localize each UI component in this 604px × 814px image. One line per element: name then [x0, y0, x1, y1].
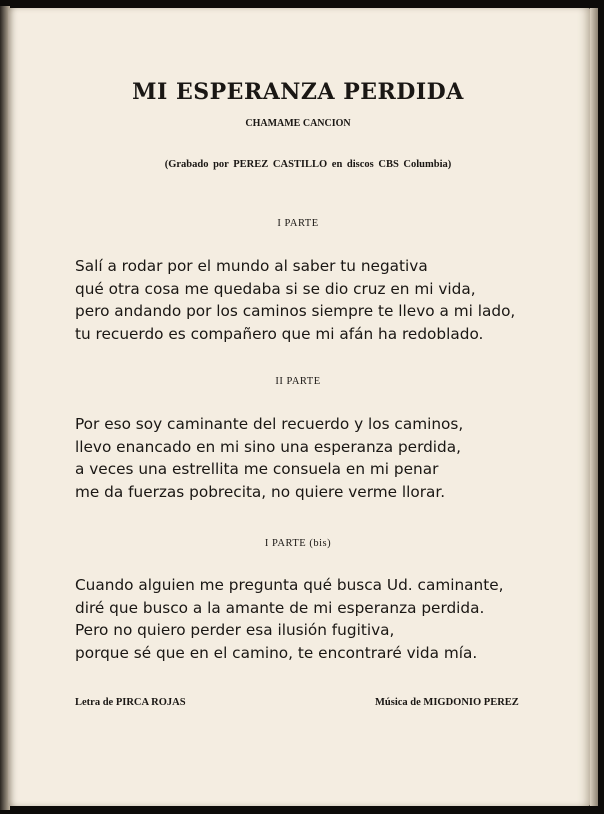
lyrics-credit: Letra de PIRCA ROJAS: [75, 697, 186, 708]
stanza-3: [75, 574, 504, 665]
verse-line: llevo enancado en mi sino una esperanza perdida,: [75, 437, 461, 456]
verse-line: pero andando por los caminos siempre te llevo a mi lado,: [75, 302, 516, 321]
recording-credit: (Grabado por PEREZ CASTILLO en discos CBS Columbia): [164, 159, 452, 170]
music-credit: Música de MIGDONIO PEREZ: [375, 697, 519, 708]
verse-line: a veces una estrellita me consuela en mi penar: [75, 460, 439, 479]
section-heading: II PARTE: [275, 376, 321, 387]
verse-line: Cuando alguien me pregunta qué busca Ud. caminante,: [75, 576, 504, 594]
song-genre: CHAMAME CANCION: [245, 118, 351, 129]
verse-line: Salí a rodar por el mundo al saber tu negativa: [75, 257, 428, 275]
verse-line: Por eso soy caminante del recuerdo y los caminos,: [75, 415, 464, 433]
stanza-2: [75, 413, 463, 504]
verse-line: me da fuerzas pobrecita, no quiere verme llorar.: [75, 483, 446, 502]
verse-line: porque sé que en el camino, te encontraré vida mía.: [75, 644, 478, 663]
song-title: MI ESPERANZA PERDIDA: [132, 79, 464, 105]
verse-line: diré que busco a la amante de mi esperanza perdida.: [75, 598, 485, 617]
section-heading: I PARTE: [277, 218, 319, 229]
verse-line: qué otra cosa me quedaba si se dio cruz en mi vida,: [75, 279, 476, 298]
verse-line: tu recuerdo es compañero que mi afán ha redoblado.: [75, 325, 484, 344]
verse-line: Pero no quiero perder esa ilusión fugitiva,: [75, 621, 395, 640]
section-heading: I PARTE (bis): [264, 538, 332, 549]
stanza-1: [75, 255, 515, 346]
